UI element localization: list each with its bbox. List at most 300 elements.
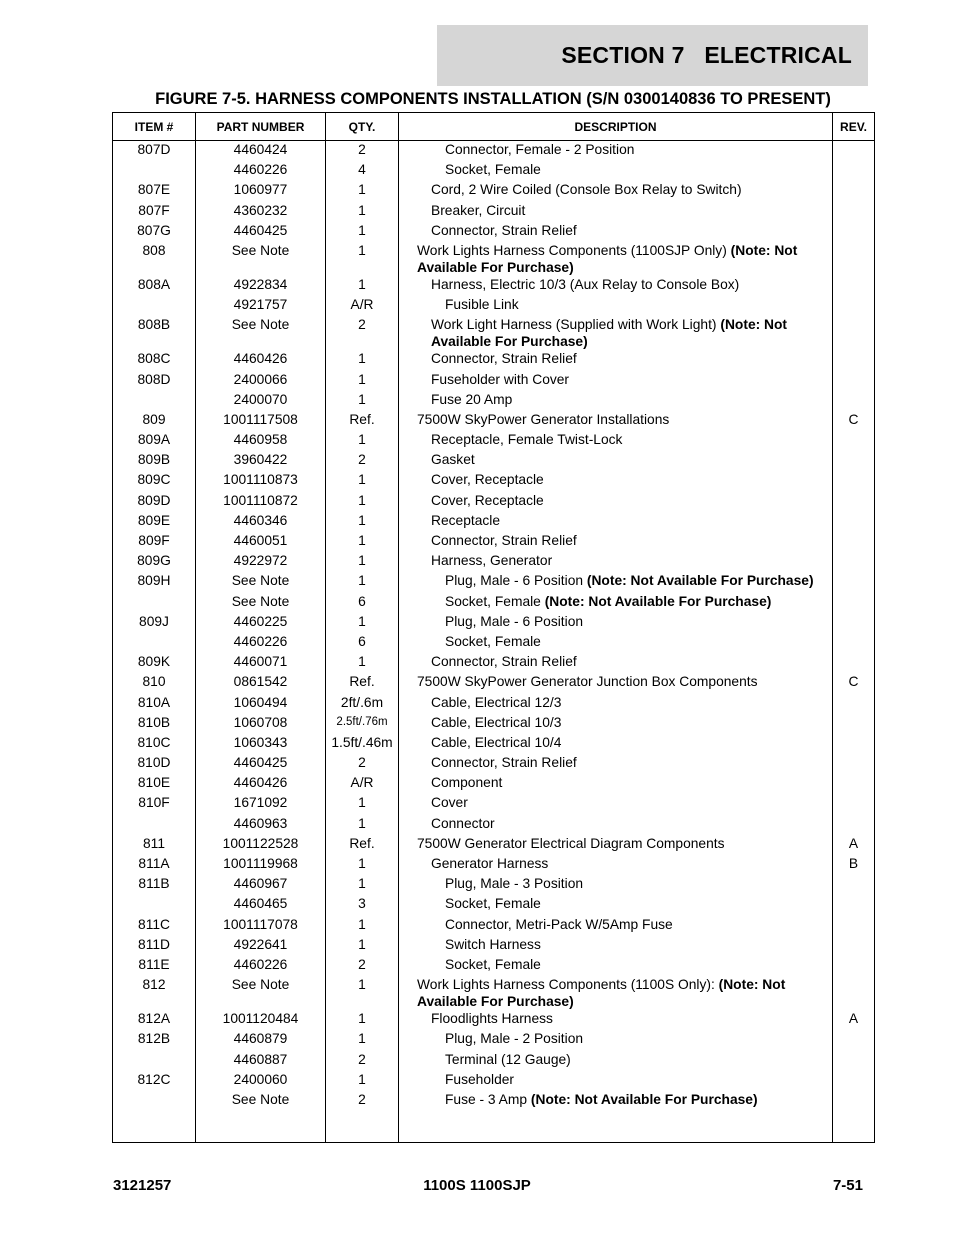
- rev-cell: [833, 141, 875, 162]
- description-text: Generator Harness: [431, 856, 549, 871]
- rev-cell: [833, 451, 875, 471]
- description-text: Cover, Receptacle: [431, 472, 544, 488]
- item-number-cell: 809: [113, 411, 196, 431]
- rev-cell: [833, 1091, 875, 1111]
- rev-cell: [833, 316, 875, 350]
- description-text: Gasket: [431, 452, 475, 468]
- item-number-cell: [113, 895, 196, 915]
- part-number-cell: 4360232: [196, 202, 326, 222]
- qty-cell: 1: [326, 492, 399, 512]
- item-number-cell: [113, 815, 196, 835]
- description-text: Connector, Female - 2 Position: [445, 142, 635, 157]
- qty-cell: 1: [326, 1071, 399, 1091]
- table-row: [113, 471, 875, 491]
- table-row: [113, 532, 875, 552]
- part-number-cell: 1060494: [196, 694, 326, 714]
- table-row: [113, 916, 875, 936]
- part-number-cell: 4460071: [196, 653, 326, 673]
- table-row: [113, 714, 875, 734]
- part-number-cell: 1001110872: [196, 492, 326, 512]
- description-cell: [399, 593, 833, 613]
- part-number-cell: 1060977: [196, 181, 326, 201]
- qty-cell: 1: [326, 855, 399, 875]
- table-row: [113, 350, 875, 370]
- part-number-cell: 4460958: [196, 431, 326, 451]
- table-row: [113, 512, 875, 532]
- table-row: [113, 1051, 875, 1071]
- table-row: [113, 815, 875, 835]
- description-text: Plug, Male - 6 Position: [445, 613, 584, 629]
- description-text: Fuse - 3 Amp: [445, 1091, 531, 1107]
- item-number-cell: [113, 161, 196, 181]
- description-text: Connector, Strain Relief: [431, 755, 577, 771]
- qty-cell: 1: [326, 1030, 399, 1050]
- description-cell: [399, 976, 833, 1010]
- rev-cell: A: [833, 1010, 875, 1030]
- table-row: [113, 552, 875, 572]
- qty-cell: 1: [326, 391, 399, 411]
- rev-cell: A: [833, 835, 875, 855]
- description-cell: [399, 471, 833, 491]
- table-row: [113, 633, 875, 653]
- rev-cell: [833, 1030, 875, 1050]
- description-text: Socket, Female: [445, 956, 541, 972]
- description-cell: [399, 242, 833, 276]
- item-number-cell: 811: [113, 835, 196, 855]
- part-number-cell: See Note: [196, 572, 326, 592]
- item-number-cell: 807D: [113, 141, 196, 162]
- description-text: Cable, Electrical 12/3: [431, 694, 562, 710]
- table-row: [113, 572, 875, 592]
- column-header-rev: REV.: [833, 113, 875, 141]
- description-text: Connector, Strain Relief: [431, 351, 577, 367]
- rev-cell: [833, 794, 875, 814]
- section-title: SECTION 7 ELECTRICAL: [561, 42, 852, 68]
- qty-cell: 1: [326, 471, 399, 491]
- description-text: Connector, Strain Relief: [431, 222, 577, 238]
- part-number-cell: 4921757: [196, 296, 326, 316]
- qty-cell: 2: [326, 1091, 399, 1111]
- table-row: [113, 835, 875, 855]
- item-number-cell: 812C: [113, 1071, 196, 1091]
- qty-cell: 4: [326, 161, 399, 181]
- parts-table-body: [113, 141, 875, 1143]
- qty-cell: 1: [326, 1010, 399, 1030]
- description-cell: [399, 512, 833, 532]
- description-cell: [399, 613, 833, 633]
- description-cell: [399, 754, 833, 774]
- qty-cell: Ref.: [326, 673, 399, 693]
- purchase-note: (Note: Not Available For Purchase): [417, 977, 786, 1010]
- rev-cell: [833, 815, 875, 835]
- qty-cell: 1: [326, 202, 399, 222]
- qty-cell: 2: [326, 754, 399, 774]
- description-cell: [399, 431, 833, 451]
- rev-cell: [833, 532, 875, 552]
- empty-cell: [113, 1111, 196, 1142]
- part-number-cell: 4460424: [196, 141, 326, 162]
- part-number-cell: 0861542: [196, 673, 326, 693]
- qty-cell: 1: [326, 512, 399, 532]
- qty-cell: 1: [326, 222, 399, 242]
- table-row: [113, 316, 875, 350]
- qty-cell: 1: [326, 613, 399, 633]
- description-cell: [399, 694, 833, 714]
- rev-cell: [833, 593, 875, 613]
- description-cell: [399, 1010, 833, 1030]
- table-row: [113, 754, 875, 774]
- description-text: Plug, Male - 6 Position: [445, 573, 587, 589]
- table-row: [113, 673, 875, 693]
- table-filler-row: [113, 1111, 875, 1142]
- description-cell: [399, 371, 833, 391]
- description-cell: [399, 350, 833, 370]
- empty-cell: [833, 1111, 875, 1142]
- table-row: [113, 855, 875, 875]
- description-text: Fusible Link: [445, 297, 519, 313]
- rev-cell: [833, 552, 875, 572]
- rev-cell: [833, 276, 875, 296]
- qty-cell: 1: [326, 875, 399, 895]
- description-text: Fuseholder with Cover: [431, 371, 570, 387]
- description-text: Cover, Receptacle: [431, 492, 544, 508]
- description-text: Connector, Metri-Pack W/5Amp Fuse: [445, 916, 673, 932]
- item-number-cell: 808A: [113, 276, 196, 296]
- qty-cell: 2: [326, 956, 399, 976]
- item-number-cell: [113, 1051, 196, 1071]
- part-number-cell: 4460226: [196, 633, 326, 653]
- description-text: Connector, Strain Relief: [431, 533, 577, 548]
- description-text: Socket, Female: [445, 633, 541, 649]
- part-number-cell: 4460425: [196, 754, 326, 774]
- description-text: Work Lights Harness Components (1100S Only):: [417, 977, 719, 993]
- part-number-cell: 4460425: [196, 222, 326, 242]
- part-number-cell: See Note: [196, 242, 326, 276]
- table-row: [113, 242, 875, 276]
- empty-cell: [399, 1111, 833, 1142]
- table-row: [113, 181, 875, 201]
- qty-cell: 2: [326, 1051, 399, 1071]
- item-number-cell: 812A: [113, 1010, 196, 1030]
- qty-cell: 1: [326, 936, 399, 956]
- part-number-cell: See Note: [196, 1091, 326, 1111]
- table-row: [113, 276, 875, 296]
- description-text: Harness, Electric 10/3 (Aux Relay to Console Box): [431, 276, 740, 292]
- description-cell: [399, 835, 833, 855]
- item-number-cell: 809K: [113, 653, 196, 673]
- item-number-cell: 809H: [113, 572, 196, 592]
- description-text: Cable, Electrical 10/3: [431, 714, 562, 730]
- part-number-cell: 4460465: [196, 895, 326, 915]
- description-cell: [399, 411, 833, 431]
- qty-cell: 1: [326, 532, 399, 552]
- column-header-qty: QTY.: [326, 113, 399, 141]
- description-cell: [399, 633, 833, 653]
- description-text: Socket, Female: [445, 896, 541, 912]
- item-number-cell: 810F: [113, 794, 196, 814]
- rev-cell: [833, 471, 875, 491]
- table-row: [113, 371, 875, 391]
- item-number-cell: 810E: [113, 774, 196, 794]
- description-text: Cable, Electrical 10/4: [431, 734, 562, 750]
- item-number-cell: [113, 633, 196, 653]
- description-cell: [399, 141, 833, 162]
- rev-cell: [833, 572, 875, 592]
- description-cell: [399, 296, 833, 316]
- table-row: [113, 774, 875, 794]
- table-row: [113, 936, 875, 956]
- rev-cell: [833, 633, 875, 653]
- rev-cell: [833, 936, 875, 956]
- description-text: Socket, Female: [445, 162, 541, 178]
- description-text: 7500W Generator Electrical Diagram Components: [417, 835, 725, 851]
- part-number-cell: 4922834: [196, 276, 326, 296]
- rev-cell: [833, 1051, 875, 1071]
- description-cell: [399, 714, 833, 734]
- purchase-note: (Note: Not Available For Purchase): [544, 593, 772, 609]
- table-row: [113, 734, 875, 754]
- item-number-cell: 810B: [113, 714, 196, 734]
- part-number-cell: 4460226: [196, 956, 326, 976]
- item-number-cell: 808B: [113, 316, 196, 350]
- item-number-cell: 809F: [113, 532, 196, 552]
- description-cell: [399, 391, 833, 411]
- rev-cell: [833, 222, 875, 242]
- qty-cell: 1: [326, 794, 399, 814]
- column-header-part-number: PART NUMBER: [196, 113, 326, 141]
- rev-cell: [833, 242, 875, 276]
- description-cell: [399, 895, 833, 915]
- part-number-cell: 4460426: [196, 774, 326, 794]
- description-cell: [399, 1091, 833, 1111]
- description-text: Component: [431, 775, 503, 791]
- part-number-cell: 4460226: [196, 161, 326, 181]
- qty-cell: 1: [326, 916, 399, 936]
- rev-cell: [833, 371, 875, 391]
- part-number-cell: 4922641: [196, 936, 326, 956]
- description-cell: [399, 1030, 833, 1050]
- part-number-cell: 4460887: [196, 1051, 326, 1071]
- description-cell: [399, 222, 833, 242]
- description-cell: [399, 916, 833, 936]
- description-cell: [399, 181, 833, 201]
- purchase-note: (Note: Not Available For Purchase): [417, 242, 798, 275]
- rev-cell: [833, 875, 875, 895]
- description-cell: [399, 936, 833, 956]
- item-number-cell: 808C: [113, 350, 196, 370]
- rev-cell: [833, 1071, 875, 1091]
- qty-cell: 1: [326, 350, 399, 370]
- rev-cell: [833, 694, 875, 714]
- part-number-cell: 1671092: [196, 794, 326, 814]
- qty-cell: 1: [326, 815, 399, 835]
- qty-cell: 2ft/.6m: [326, 694, 399, 714]
- item-number-cell: [113, 1091, 196, 1111]
- item-number-cell: 807F: [113, 202, 196, 222]
- item-number-cell: 811C: [113, 916, 196, 936]
- description-text: Fuseholder: [445, 1071, 515, 1087]
- table-row: [113, 161, 875, 181]
- description-text: Floodlights Harness: [431, 1011, 553, 1027]
- description-cell: [399, 316, 833, 350]
- description-cell: [399, 552, 833, 572]
- column-header-description: DESCRIPTION: [399, 113, 833, 141]
- item-number-cell: 811D: [113, 936, 196, 956]
- part-number-cell: 1060343: [196, 734, 326, 754]
- qty-cell: 1: [326, 242, 399, 276]
- table-row: [113, 956, 875, 976]
- item-number-cell: 812B: [113, 1030, 196, 1050]
- rev-cell: [833, 391, 875, 411]
- item-number-cell: 809C: [113, 471, 196, 491]
- item-number-cell: 810D: [113, 754, 196, 774]
- rev-cell: [833, 181, 875, 201]
- part-number-cell: 2400066: [196, 371, 326, 391]
- part-number-cell: 3960422: [196, 451, 326, 471]
- part-number-cell: See Note: [196, 593, 326, 613]
- description-text: Fuse 20 Amp: [431, 391, 513, 407]
- qty-cell: 2: [326, 451, 399, 471]
- item-number-cell: 809B: [113, 451, 196, 471]
- part-number-cell: 4460225: [196, 613, 326, 633]
- description-text: Plug, Male - 2 Position: [445, 1031, 584, 1047]
- description-text: Cover: [431, 795, 468, 811]
- description-text: Switch Harness: [445, 936, 541, 952]
- table-row: [113, 875, 875, 895]
- part-number-cell: 4460051: [196, 532, 326, 552]
- part-number-cell: See Note: [196, 976, 326, 1010]
- qty-cell: 1: [326, 572, 399, 592]
- description-text: Breaker, Circuit: [431, 202, 526, 218]
- item-number-cell: [113, 296, 196, 316]
- description-cell: [399, 1051, 833, 1071]
- description-cell: [399, 734, 833, 754]
- qty-cell: 1: [326, 181, 399, 201]
- description-text: 7500W SkyPower Generator Installations: [417, 411, 670, 427]
- footer-model: 1100S 1100SJP: [423, 1177, 531, 1194]
- description-cell: [399, 202, 833, 222]
- description-text: Receptacle: [431, 512, 501, 528]
- description-cell: [399, 815, 833, 835]
- item-number-cell: 811B: [113, 875, 196, 895]
- table-row: [113, 1071, 875, 1091]
- rev-cell: [833, 976, 875, 1010]
- rev-cell: [833, 734, 875, 754]
- description-text: Terminal (12 Gauge): [445, 1051, 571, 1067]
- column-header-item: ITEM #: [113, 113, 196, 141]
- qty-cell: A/R: [326, 774, 399, 794]
- description-cell: [399, 855, 833, 875]
- table-row: [113, 794, 875, 814]
- description-cell: [399, 673, 833, 693]
- description-cell: [399, 774, 833, 794]
- qty-cell: 2.5ft/.76m: [326, 714, 399, 734]
- description-text: Work Lights Harness Components (1100SJP Only): [417, 242, 731, 258]
- description-cell: [399, 653, 833, 673]
- rev-cell: [833, 956, 875, 976]
- part-number-cell: 2400070: [196, 391, 326, 411]
- table-row: [113, 613, 875, 633]
- part-number-cell: 4460879: [196, 1030, 326, 1050]
- description-cell: [399, 875, 833, 895]
- table-row: [113, 653, 875, 673]
- rev-cell: [833, 512, 875, 532]
- item-number-cell: 809E: [113, 512, 196, 532]
- item-number-cell: 807G: [113, 222, 196, 242]
- table-row: [113, 141, 875, 162]
- part-number-cell: 1001110873: [196, 471, 326, 491]
- description-text: Cord, 2 Wire Coiled (Console Box Relay to Switch): [431, 182, 742, 198]
- table-row: [113, 431, 875, 451]
- qty-cell: 1.5ft/.46m: [326, 734, 399, 754]
- part-number-cell: 4460963: [196, 815, 326, 835]
- rev-cell: [833, 895, 875, 915]
- part-number-cell: 1001117078: [196, 916, 326, 936]
- qty-cell: 3: [326, 895, 399, 915]
- qty-cell: 6: [326, 593, 399, 613]
- purchase-note: (Note: Not Available For Purchase): [586, 573, 814, 589]
- rev-cell: [833, 492, 875, 512]
- empty-cell: [326, 1111, 399, 1142]
- item-number-cell: 812: [113, 976, 196, 1010]
- qty-cell: 2: [326, 141, 399, 162]
- qty-cell: 6: [326, 633, 399, 653]
- qty-cell: 1: [326, 653, 399, 673]
- purchase-note: (Note: Not Available For Purchase): [530, 1091, 758, 1107]
- description-cell: [399, 572, 833, 592]
- part-number-cell: 4460967: [196, 875, 326, 895]
- rev-cell: [833, 350, 875, 370]
- rev-cell: [833, 774, 875, 794]
- part-number-cell: 4460426: [196, 350, 326, 370]
- description-text: Connector, Strain Relief: [431, 654, 577, 670]
- item-number-cell: 809A: [113, 431, 196, 451]
- qty-cell: 1: [326, 276, 399, 296]
- qty-cell: 1: [326, 371, 399, 391]
- item-number-cell: 809D: [113, 492, 196, 512]
- description-cell: [399, 276, 833, 296]
- table-row: [113, 694, 875, 714]
- description-cell: [399, 492, 833, 512]
- figure-title: FIGURE 7-5. HARNESS COMPONENTS INSTALLATION (S/N 0300140836 TO PRESENT): [155, 90, 831, 108]
- description-text: Harness, Generator: [431, 553, 553, 569]
- rev-cell: B: [833, 855, 875, 875]
- qty-cell: 1: [326, 552, 399, 572]
- item-number-cell: 811E: [113, 956, 196, 976]
- parts-table: [112, 112, 875, 1143]
- table-row: [113, 895, 875, 915]
- description-text: 7500W SkyPower Generator Junction Box Components: [417, 674, 758, 690]
- description-text: Work Light Harness (Supplied with Work Light): [431, 317, 721, 333]
- item-number-cell: 810A: [113, 694, 196, 714]
- table-row: [113, 222, 875, 242]
- table-row: [113, 202, 875, 222]
- description-cell: [399, 451, 833, 471]
- qty-cell: 2: [326, 316, 399, 350]
- item-number-cell: [113, 593, 196, 613]
- description-text: Socket, Female: [445, 593, 545, 609]
- table-row: [113, 593, 875, 613]
- table-row: [113, 976, 875, 1010]
- qty-cell: 1: [326, 431, 399, 451]
- part-number-cell: 1001119968: [196, 855, 326, 875]
- rev-cell: [833, 653, 875, 673]
- item-number-cell: 808: [113, 242, 196, 276]
- description-cell: [399, 956, 833, 976]
- item-number-cell: 810: [113, 673, 196, 693]
- description-cell: [399, 1071, 833, 1091]
- rev-cell: C: [833, 411, 875, 431]
